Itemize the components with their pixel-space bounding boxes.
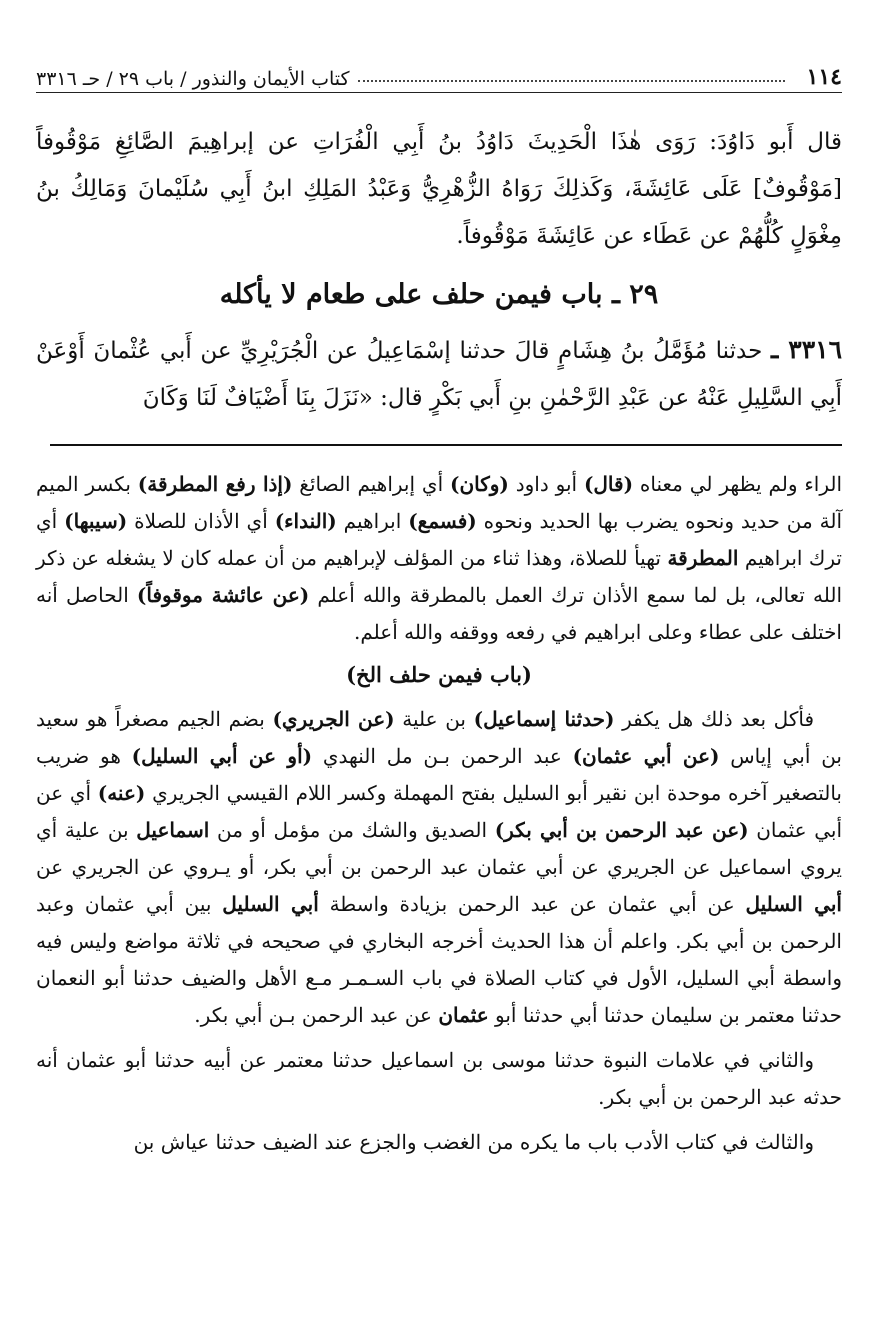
footnote-separator [50, 444, 842, 446]
quoted-term: (عن عبد الرحمن بن أبي بكر) [494, 818, 749, 842]
text-run: بن علية [394, 707, 474, 731]
text-run: بين أبي عثمان وعبد الرحمن بن أبي بكر. واعلم أن هذا الحديث أخرجه البخاري في صحيحه في ثلاثة مواضع وليس فيه واسطة أبي السليل، الأول في كتاب الصلاة في باب السـمـر مـع الأهل والضيف حدثنا أبو النعمان حدثنا معتمر بن سليمان حدثنا أبي حدثنا أبو [36, 892, 842, 1027]
running-title: كتاب الأيمان والنذور / باب ٢٩ / حـ ٣٣١٦ [36, 68, 350, 90]
commentary-paragraph-1 [36, 466, 842, 651]
chapter-number: ٢٩ ـ [611, 279, 659, 310]
commentary-paragraph-2 [36, 701, 842, 1034]
text-run: تهيأ للصلاة، وهذا ثناء من المؤلف لإبراهيم من أن عمله كان لا يشغله عن ذكر الله تعالى، بل لما سمع الأذان ترك العمل بالمطرقة والله أعلم [36, 546, 843, 607]
book-page [36, 50, 842, 1161]
hadith-text-block [36, 119, 842, 422]
chapter-title-text: فيمن حلف على طعام لا يأكله [219, 279, 552, 310]
quoted-term: (حدثنا إسماعيل) [473, 707, 615, 731]
text-run: بضم الجيم مصغراً هو سعيد بن أبي إياس [36, 707, 842, 768]
quoted-term: اسماعيل [136, 818, 210, 842]
quoted-term: (النداء) [274, 509, 337, 533]
quoted-term: عثمان [438, 1003, 489, 1027]
quoted-term: (سيبها) [64, 509, 128, 533]
text-run: أي الأذان للصلاة [127, 509, 275, 533]
text-run: أبو داود [508, 472, 584, 496]
header-dot-leader [358, 80, 785, 82]
quoted-term: (عن الجريري) [272, 707, 395, 731]
page-number: ١١٤ [806, 64, 842, 90]
commentary-paragraph-4: والثالث في كتاب الأدب باب ما يكره من الغضب والجزع عند الضيف حدثنا عياش بن [133, 1130, 814, 1154]
text-run: الراء ولم يظهر لي معناه [633, 472, 843, 496]
text-run: الصديق والشك من مؤمل أو من [209, 818, 495, 842]
quoted-term: (أو عن أبي السليل) [131, 744, 313, 768]
commentary-sub-heading: (باب فيمن حلف الخ) [346, 662, 532, 687]
quoted-term: (إذا رفع المطرقة) [137, 472, 293, 496]
hadith-paragraph [36, 326, 842, 422]
quoted-term: (عنه) [97, 781, 146, 805]
commentary-block [36, 466, 842, 1161]
quoted-term: المطرقة [667, 546, 739, 570]
hadith-body: حدثنا مُؤَمَّلُ بنُ هِشَامٍ قالَ حدثنا إسْمَاعِيلُ عن الْجُرَيْرِيِّ عن أَبي عُثْمانَ أَوْعَنْ أَبِي السَّلِيلِ عَنْهُ عن عَبْدِ الرَّحْمٰنِ بنِ أَبي بَكْرٍ قال: «نَزَلَ بِنَا أَضْيَافٌ لَنَا وَكَانَ [36, 338, 842, 411]
quoted-term: أبي السليل [745, 892, 842, 916]
quoted-term: (قال) [583, 472, 634, 496]
text-run: أي إبراهيم الصائغ [292, 472, 450, 496]
quoted-term: (عن أبي عثمان) [572, 744, 720, 768]
quoted-term: (عن عائشة موقوفاً) [136, 583, 310, 607]
commentary-paragraph-3: والثاني في علامات النبوة حدثنا موسى بن اسماعيل حدثنا معتمر عن أبيه حدثنا أبو عثمان أنه حدثه عبد الرحمن بن أبي بكر. [36, 1048, 842, 1109]
text-run: بكسر الميم آلة من حديد ونحوه يضرب بها الحديد ونحوه [36, 472, 843, 533]
quoted-term: (فسمع) [408, 509, 477, 533]
text-run: عن عبد الرحمن بـن أبي بكر. [194, 1003, 439, 1027]
abu-dawud-note: قال أَبو دَاوُدَ: رَوَى هٰذَا الْحَدِيثَ دَاوُدُ بنُ أَبِي الْفُرَاتِ عن إبراهِيمَ الصَّائِغِ مَوْقُوفاً [مَوْقُوفٌ] عَلَى عَائِشَةَ، وَكَذلِكَ رَوَاهُ الزُّهْرِيُّ وَعَبْدُ المَلِكِ ابنُ أَبِي سُلَيْمانَ وَمَالِكُ بنُ مِغْوَلٍ كُلُّهُمْ عن عَطَاء عن عَائِشَةَ مَوْقُوفاً. [36, 129, 842, 249]
text-run: أي ترك ابراهيم [36, 509, 842, 570]
text-run: أي عن أبي عثمان [36, 781, 843, 842]
text-run: فأكل بعد ذلك هل يكفر [614, 707, 815, 731]
text-run: الحاصل أنه اختلف على عطاء وعلى ابراهيم في رفعه ووقفه والله أعلم. [36, 583, 842, 644]
text-run: بن علية أي يروي اسماعيل عن الجريري عن أبي عثمان عبد الرحمن بن أبي بكر، أو يـروي عن الجريري عن [36, 818, 842, 879]
quoted-term: (وكان) [449, 472, 509, 496]
text-run: عبد الرحمن بـن مل النهدي [312, 744, 573, 768]
hadith-number: ٣٣١٦ ـ [770, 335, 842, 364]
text-run: هو ضريب بالتصغير آخره موحدة ابن نقير أبو السليل بفتح المهملة وكسر اللام القيسي الجريري [36, 744, 842, 805]
chapter-word: باب [561, 279, 603, 310]
text-run: عن أبي عثمان عن عبد الرحمن بزيادة واسطة [318, 892, 746, 916]
text-run: ابراهيم [336, 509, 409, 533]
page-header [36, 50, 842, 93]
quoted-term: أبي السليل [222, 892, 319, 916]
chapter-title [36, 270, 842, 320]
